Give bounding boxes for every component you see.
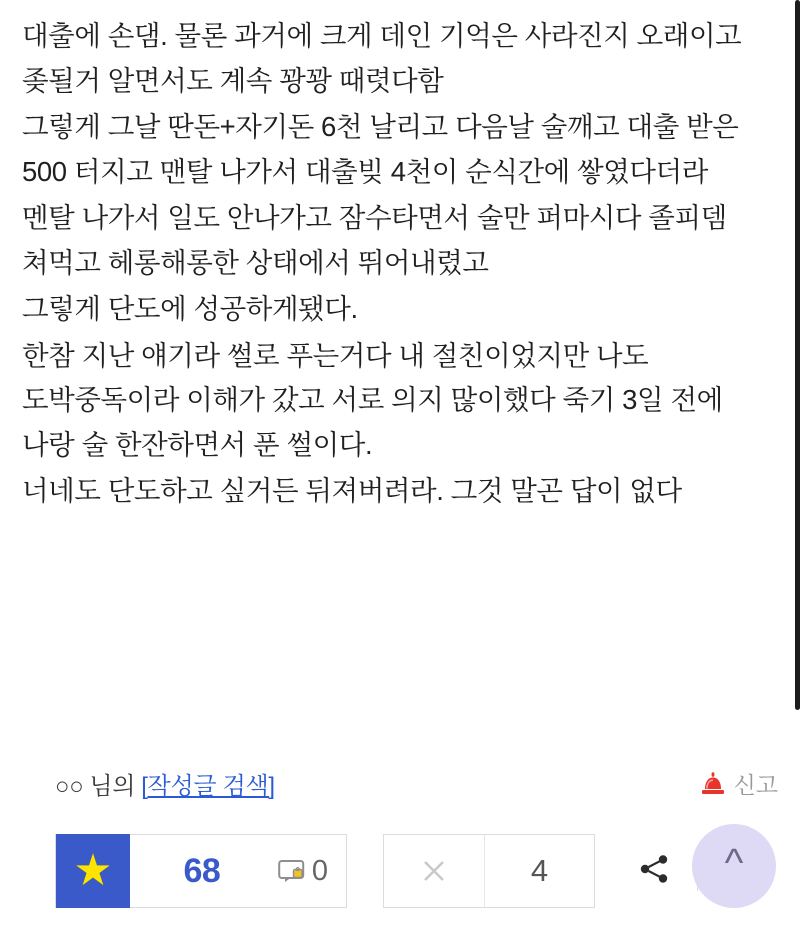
report-button[interactable] [700, 767, 778, 800]
siren-icon [700, 770, 726, 796]
scrollbar-thumb[interactable] [795, 0, 800, 710]
post-action-bar [55, 834, 778, 908]
dislike-count: 4 [530, 853, 549, 888]
share-button[interactable] [617, 834, 691, 908]
scrollbar[interactable] [795, 0, 800, 928]
like-count: 68 [183, 851, 221, 890]
star-icon[interactable] [56, 834, 130, 908]
like-button[interactable] [55, 834, 347, 908]
chevron-up-icon: ^ [724, 841, 744, 885]
share-icon [637, 852, 671, 891]
author-posts-search-link[interactable]: [작성글 검색] [141, 772, 275, 800]
report-label: 신고 [733, 771, 778, 798]
post-paragraph: 그렇게 그날 딴돈+자기돈 6천 날리고 다음날 술깨고 대출 받은 500 터지고 맨탈 나가서 대출빚 4천이 순식간에 쌓였다더라 [22, 111, 739, 187]
author-suffix: 님의 [89, 772, 136, 800]
star-glyph: ★ [73, 846, 113, 895]
post-paragraph: 대출에 손댐. 물론 과거에 크게 데인 기억은 사라진지 오래이고 좆될거 알면서도 계속 꽝꽝 때렷다함 [22, 20, 742, 96]
post-paragraph: 그렇게 단도에 성공하게됐다. [22, 293, 358, 325]
scroll-to-top-button[interactable] [692, 824, 776, 908]
author-line [55, 766, 275, 801]
comment-count: 0 [311, 854, 328, 887]
post-paragraph: 멘탈 나가서 일도 안나가고 잠수타면서 술만 퍼마시다 졸피뎀 쳐먹고 헤롱해롱한 상태에서 뛰어내렸고 [22, 202, 727, 278]
post-paragraph: 한참 지난 얘기라 썰로 푸는거다 내 절친이었지만 나도 도박중독이라 이해가 갔고 서로 의지 많이했다 죽기 3일 전에 나랑 술 한잔하면서 푼 썰이다. [22, 339, 723, 460]
comment-icon [278, 859, 305, 883]
author-nickname: ○○ [55, 772, 84, 800]
post-paragraph: 너네도 단도하고 싶거든 뒤져버려라. 그것 말곤 답이 없다 [22, 475, 682, 507]
divider [0, 748, 800, 749]
close-x-icon[interactable] [384, 834, 485, 908]
dislike-button[interactable] [383, 834, 595, 908]
post-meta-row [0, 752, 800, 814]
comment-button[interactable] [278, 855, 346, 888]
